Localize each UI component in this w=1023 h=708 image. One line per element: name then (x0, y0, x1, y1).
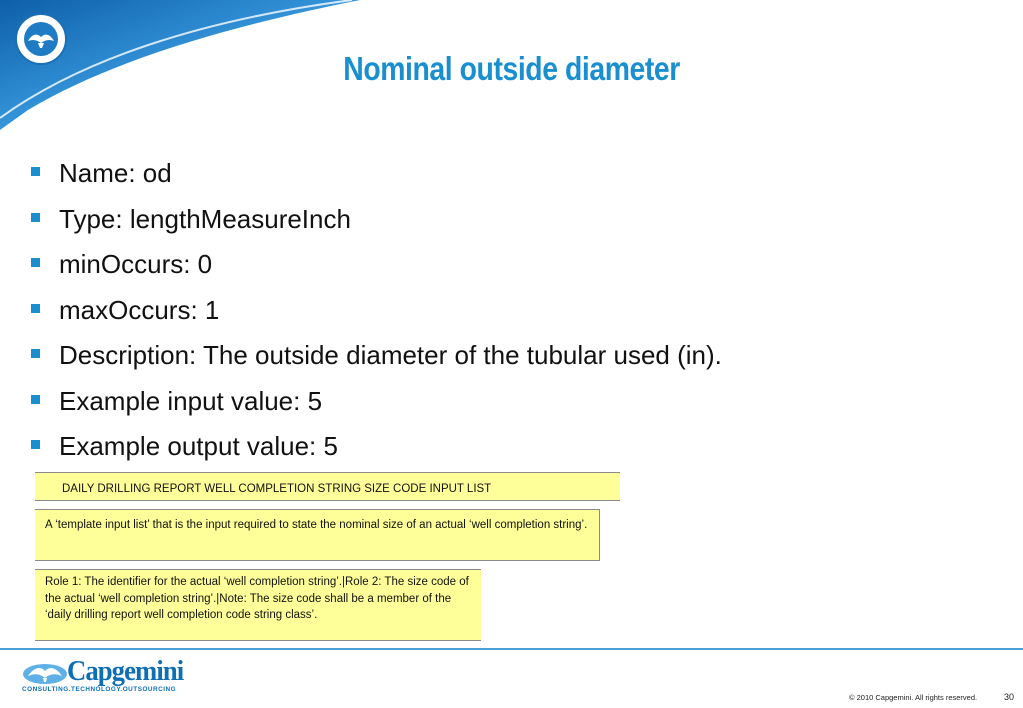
capgemini-logo (22, 655, 184, 695)
bullet-item (30, 289, 722, 335)
bullet-text: Name: od (59, 158, 172, 188)
bullet-text: Type: lengthMeasureInch (59, 203, 351, 234)
bullet-list (30, 152, 722, 471)
definition-box: A ‘template input list’ that is the input required to state the nominal size of an actual ‘well completion string’. (35, 509, 600, 561)
bullet-item (30, 380, 722, 426)
bullet-text: maxOccurs: 1 (59, 294, 220, 325)
copyright-notice: © 2010 Capgemini. All rights reserved. (849, 693, 978, 702)
bullet-text: minOccurs: 0 (59, 249, 213, 279)
roles-note-box: Role 1: The identifier for the actual ‘well completion string’.|Role 2: The size code of the actual ‘well completion string’.|Note: The size code shall be a member of the ‘daily drilling report well completion code string class’. (35, 569, 481, 641)
bullet-text: Example input value: 5 (59, 385, 323, 416)
square-bullet-icon (31, 304, 40, 313)
bullet-item (30, 425, 722, 471)
bullet-item (30, 243, 722, 289)
spade-cloud-icon (22, 658, 68, 688)
bullet-text: Description: The outside diameter of the tubular used (in). (59, 340, 722, 370)
bullet-item (30, 152, 722, 198)
square-bullet-icon (31, 167, 40, 176)
square-bullet-icon (31, 213, 40, 222)
square-bullet-icon (31, 395, 40, 404)
bullet-item (30, 334, 722, 380)
bullet-text: Example output value: 5 (59, 431, 338, 461)
page-number: 30 (1004, 692, 1015, 702)
logo-tagline: CONSULTING.TECHNOLOGY.OUTSOURCING (22, 686, 177, 693)
square-bullet-icon (31, 258, 40, 267)
footer-divider (0, 648, 1023, 650)
input-list-name-box: DAILY DRILLING REPORT WELL COMPLETION STRING SIZE CODE INPUT LIST (35, 472, 620, 501)
logo-wordmark: Capgemini (67, 655, 184, 687)
slide-title: Nominal outside diameter (343, 50, 680, 87)
square-bullet-icon (31, 440, 40, 449)
collaborative-seal-icon (14, 12, 68, 66)
bullet-item (30, 198, 722, 244)
square-bullet-icon (31, 349, 40, 358)
